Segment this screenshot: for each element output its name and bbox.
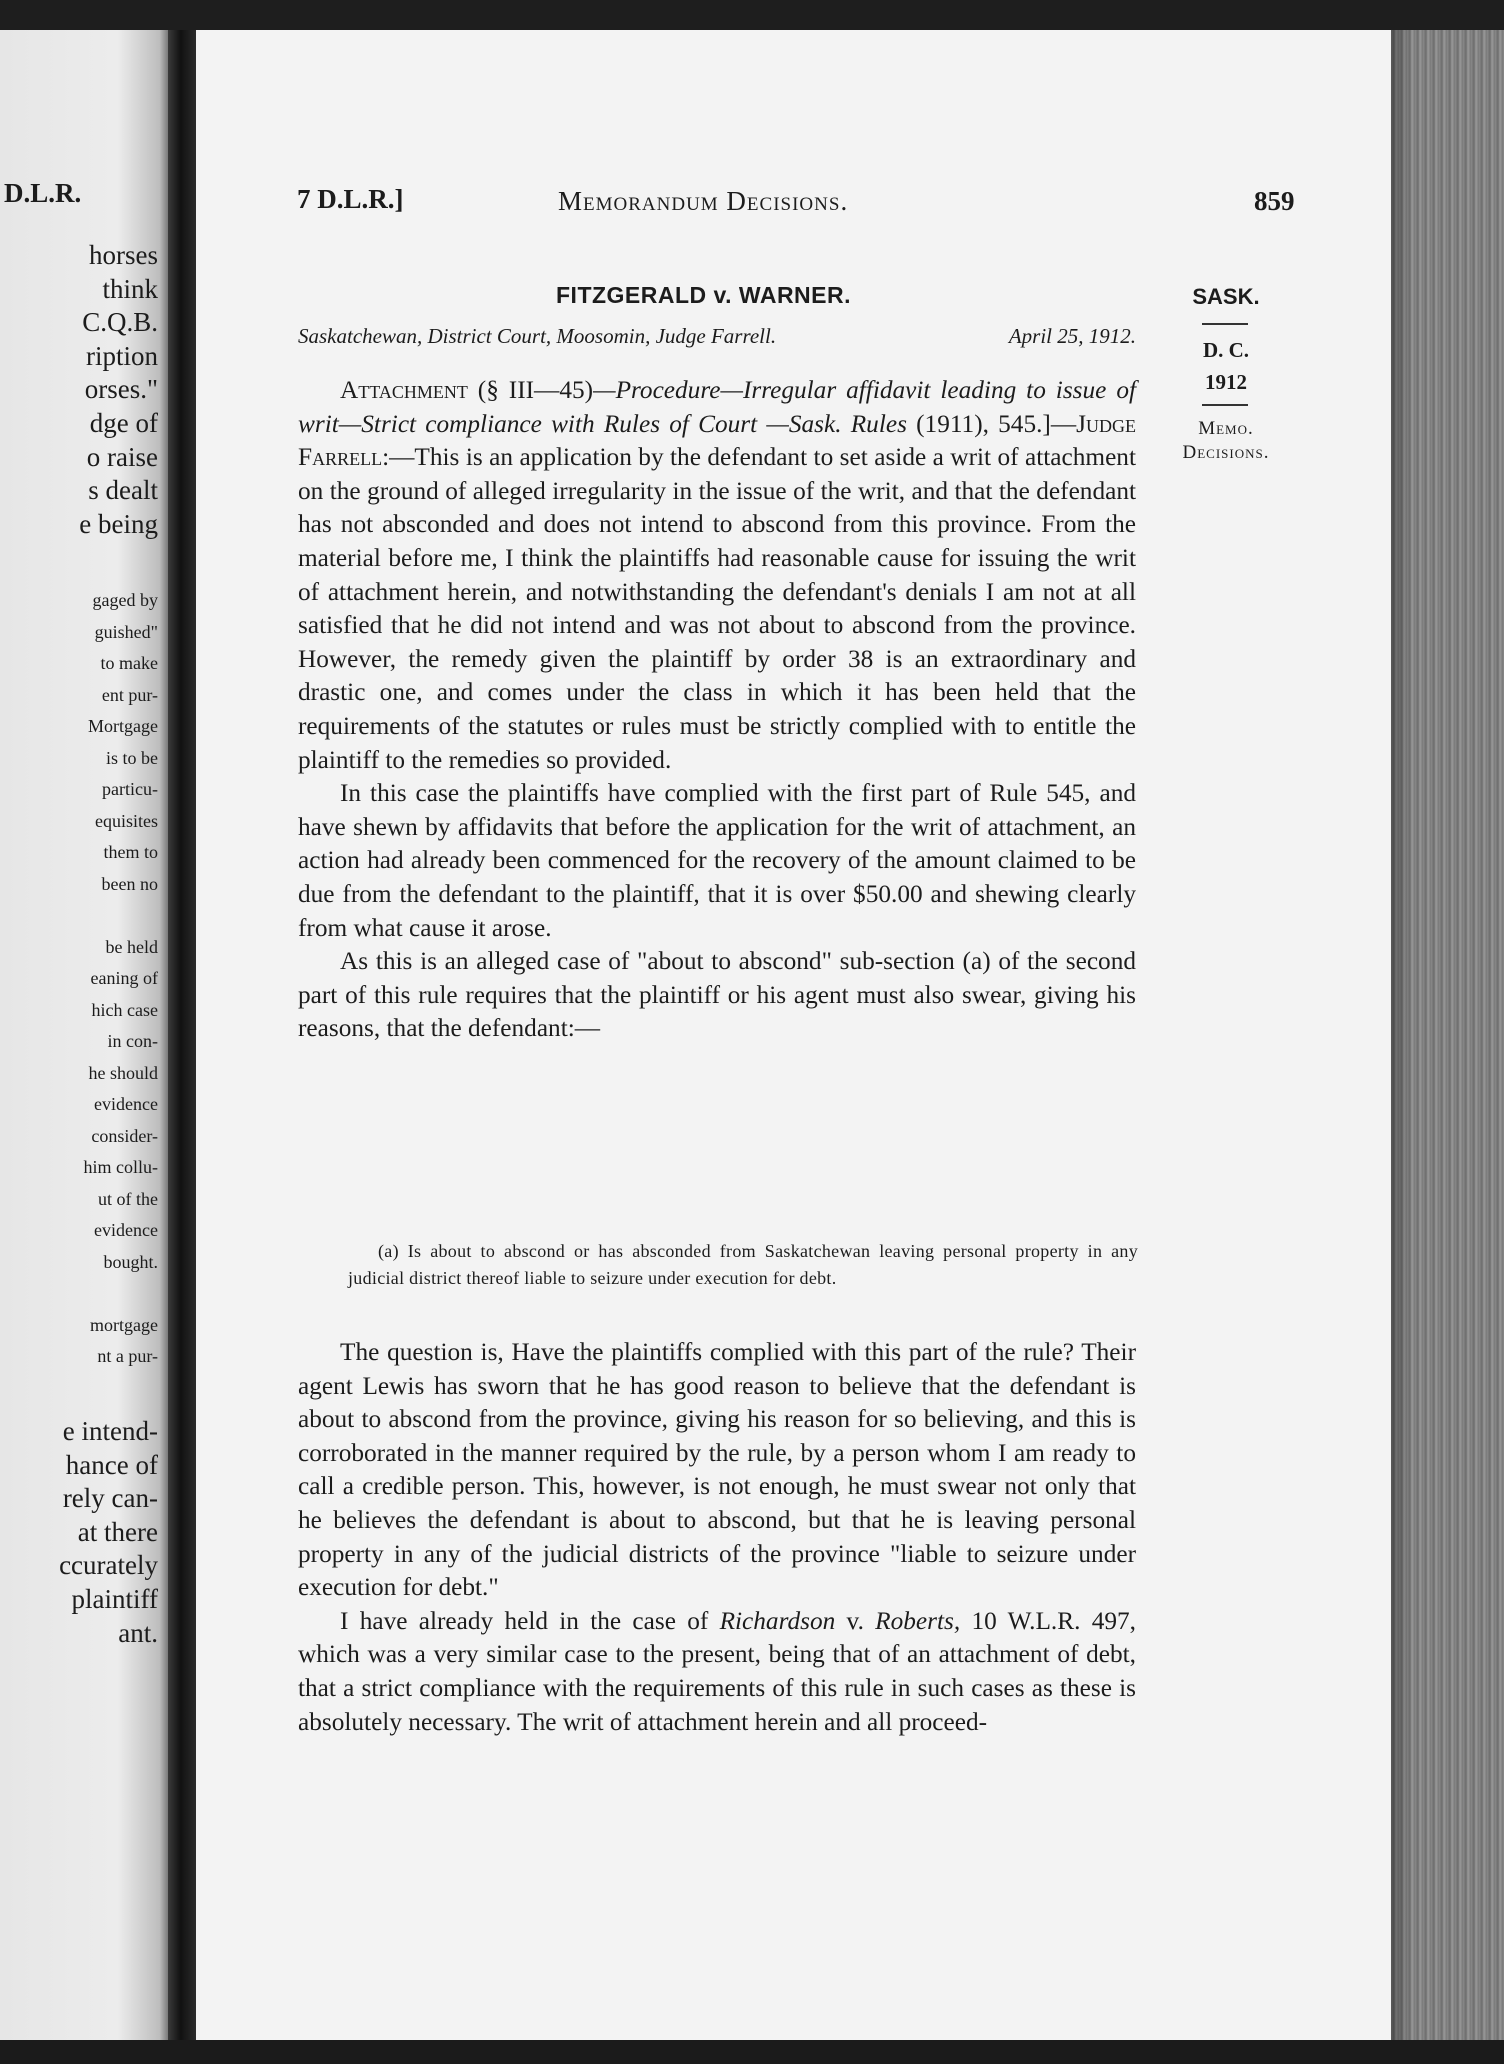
page-edge-shadow (1391, 30, 1411, 2040)
left-page-line: particu- (102, 779, 158, 799)
paragraph-5-text: 10 W.L.R. 497, which was a very similar case to the present, being that of an attachment of debt, that a strict compliance with the requirements of this rule in such cases as these is absolutely necessary. The writ of attachment herein and all proceed- (298, 1606, 1136, 1736)
left-page-line: in con- (107, 1031, 158, 1051)
left-page-line: ccurately (59, 1550, 158, 1581)
headnote-paragraph (298, 374, 1136, 777)
decision-date: April 25, 1912. (1008, 324, 1136, 348)
left-page-line: ription (86, 340, 158, 371)
left-page-line: e being (79, 508, 158, 539)
page-number: 859 (1254, 186, 1295, 216)
rule-quotation (348, 1238, 1138, 1292)
left-page-line: mortgage (90, 1314, 158, 1335)
left-page-line: plaintiff (71, 1584, 158, 1614)
sidebar-divider (1202, 323, 1248, 325)
left-page-line: consider- (91, 1125, 158, 1146)
left-page-line: ut of the (98, 1188, 158, 1209)
opinion-body (298, 374, 1136, 1046)
case-citation-v: v. (835, 1606, 876, 1635)
left-page-line: at there (77, 1516, 158, 1547)
paragraph-2: In this case the plaintiffs have complied with the first part of Rule 545, and have shewn by affidavits that before the application for the writ of attachment, an action had already been commenced for the recovery of the amount claimed to be due from the defendant to the plaintiff, that it is over $50.00 and shewing clearly from what cause it arose. (298, 779, 1136, 942)
left-page-line: o raise (86, 441, 158, 472)
sidebar-year: 1912 (1205, 370, 1247, 394)
left-page-line: he should (88, 1062, 158, 1083)
left-page-line: e intend- (62, 1416, 158, 1446)
court-line (298, 324, 1136, 349)
left-page-line: ant. (118, 1617, 158, 1648)
left-page-line: C.Q.B. (82, 307, 158, 338)
case-citation-2: Roberts, (875, 1606, 961, 1635)
left-page-line: evidence (94, 1094, 158, 1114)
left-page-line: is to be (106, 747, 158, 768)
left-facing-page (0, 30, 168, 2040)
sidebar-decisions: Decisions. (1182, 442, 1270, 463)
court-name: Saskatchewan, District Court, Moosomin, Judge Farrell. (298, 324, 777, 348)
left-page-line: s dealt (88, 475, 158, 506)
judge-name: Judge Farrell (298, 409, 1136, 472)
opinion-body-continued (298, 1336, 1136, 1739)
left-page-line: hance of (65, 1449, 158, 1480)
book-gutter (168, 30, 196, 2040)
left-page-line: Mortgage (88, 716, 158, 736)
headnote-section: (§ III—45) (477, 376, 594, 404)
left-page-line: ent pur- (101, 684, 158, 705)
left-page-line: to make (100, 653, 158, 673)
quotation-text: (a) Is about to abscond or has absconded from Saskatchewan leaving personal property in any judicial district thereof liable to seizure under execution for debt. (348, 1241, 1138, 1288)
left-page-line: evidence (94, 1220, 158, 1240)
left-page-header: D.L.R. (4, 178, 82, 208)
left-page-line: equisites (95, 810, 158, 831)
sidebar-court: D. C. (1202, 338, 1250, 362)
sidebar-province: SASK. (1192, 284, 1260, 309)
paragraph-3: As this is an alleged case of "about to abscond" sub-section (a) of the second part of this rule requires that the plaintiff or his agent must also swear, giving his reasons, that the defendant:— (298, 947, 1136, 1043)
paragraph-5 (298, 1605, 1136, 1739)
headnote-reference: (1911), 545.]— (916, 409, 1077, 438)
left-page-line: think (102, 273, 158, 304)
left-page-line: guished" (94, 621, 158, 642)
left-page-line: gaged by (92, 590, 158, 610)
left-page-line: rely can- (62, 1483, 158, 1514)
headnote-topic: —Procedure—Irregular affidavit leading to issue of writ—Strict compliance with Rules of Court —Sask. Rules (298, 376, 1136, 438)
left-page-line: orses." (84, 374, 158, 405)
paragraph-5-start: I have already held in the case of (340, 1606, 720, 1635)
paragraph-4: The question is, Have the plaintiffs complied with this part of the rule? Their agent Lewis has sworn that he has good reason to believe that the defendant is about to abscond from the province, giving his reason for so believing, and this is corroborated in the manner required by the rule, by a person whom I am ready to call a credible person. This, however, is not enough, he must swear not only that he believes the defendant is about to abscond, but that he is leaving personal property in any of the judicial districts of the province "liable to seizure under execution for debt." (298, 1338, 1136, 1602)
top-scan-border (0, 0, 1504, 30)
left-page-line: dge of (89, 408, 158, 438)
left-page-line: hich case (91, 999, 158, 1020)
left-page-line: been no (101, 873, 158, 894)
left-page-line: eaning of (90, 968, 158, 988)
left-page-line: him collu- (83, 1157, 158, 1177)
case-title: FITZGERALD v. WARNER. (556, 282, 852, 308)
volume-reference: 7 D.L.R.] (297, 184, 404, 214)
left-page-line: them to (103, 842, 158, 862)
sidebar-divider (1202, 404, 1248, 406)
case-citation-1: Richardson (719, 1606, 836, 1635)
running-title: Memorandum Decisions. (558, 186, 849, 216)
left-page-line: be held (105, 936, 158, 957)
left-page-line: horses (89, 240, 158, 270)
bottom-scan-border (0, 2040, 1504, 2064)
left-page-line: nt a pur- (97, 1346, 158, 1366)
left-page-line: bought. (103, 1251, 158, 1272)
sidebar-memo: Memo. (1198, 418, 1254, 439)
headnote-lead: Attachment (340, 376, 468, 404)
paragraph-1-text: :—This is an application by the defendant to set aside a writ of attachment on the ground of alleged irregularity in the issue of the writ, and that the defendant has not absconded and does not intend to abscond from this province. From the material before me, I think the plaintiffs had reasonable cause for issuing the writ of attachment herein, and notwithstanding the defendant's denials I am not at all satisfied that he did not intend and was not about to abscond from the province. However, the remedy given the plaintiff by order 38 is an extraordinary and drastic one, and comes under the class in which it has been held that the requirements of the statutes or rules must be strictly complied with to entitle the plaintiff to the remedies so provided. (298, 443, 1136, 774)
